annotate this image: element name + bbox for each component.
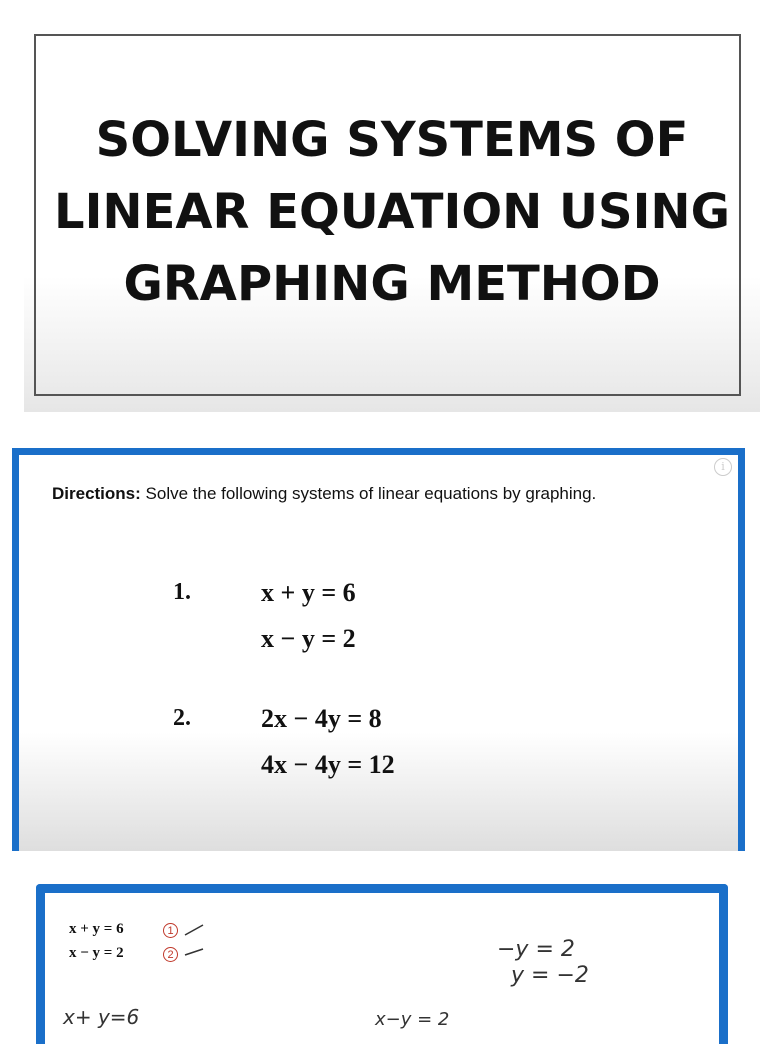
problem-1-number: 1. — [173, 579, 191, 605]
work-equation-2: x − y = 2 — [69, 945, 124, 961]
directions-body: Solve the following systems of linear equations by graphing. — [140, 484, 597, 503]
problem-1-equation-1: x + y = 6 — [261, 578, 356, 607]
handwritten-line-1: −y = 2 — [497, 937, 575, 962]
handwritten-line-4: x−y = 2 — [375, 1009, 450, 1030]
problem-1-equation-2: x − y = 2 — [261, 624, 356, 653]
dash-mark-icon — [183, 945, 205, 957]
work-slide — [36, 884, 728, 1044]
problem-2-equation-1: 2x − 4y = 8 — [261, 704, 382, 733]
handwritten-line-3: x+ y=6 — [63, 1005, 140, 1029]
directions-slide — [12, 448, 745, 851]
info-icon[interactable]: i — [714, 458, 732, 476]
equation-1-marker: 1 — [163, 923, 178, 938]
title-line-2: LINEAR EQUATION USING — [53, 184, 730, 240]
title-slide — [24, 24, 760, 412]
problem-2-equation-2: 4x − 4y = 12 — [261, 750, 395, 779]
problem-2-number: 2. — [173, 705, 191, 731]
slide-title — [24, 104, 760, 320]
title-line-3: GRAPHING METHOD — [123, 256, 661, 312]
directions-label: Directions: — [52, 484, 141, 503]
title-line-1: SOLVING SYSTEMS OF — [95, 112, 689, 168]
check-mark-icon — [183, 923, 205, 937]
directions-text — [52, 484, 596, 504]
work-equation-1: x + y = 6 — [69, 921, 124, 937]
handwritten-line-2: y = −2 — [511, 963, 589, 988]
equation-2-marker: 2 — [163, 947, 178, 962]
